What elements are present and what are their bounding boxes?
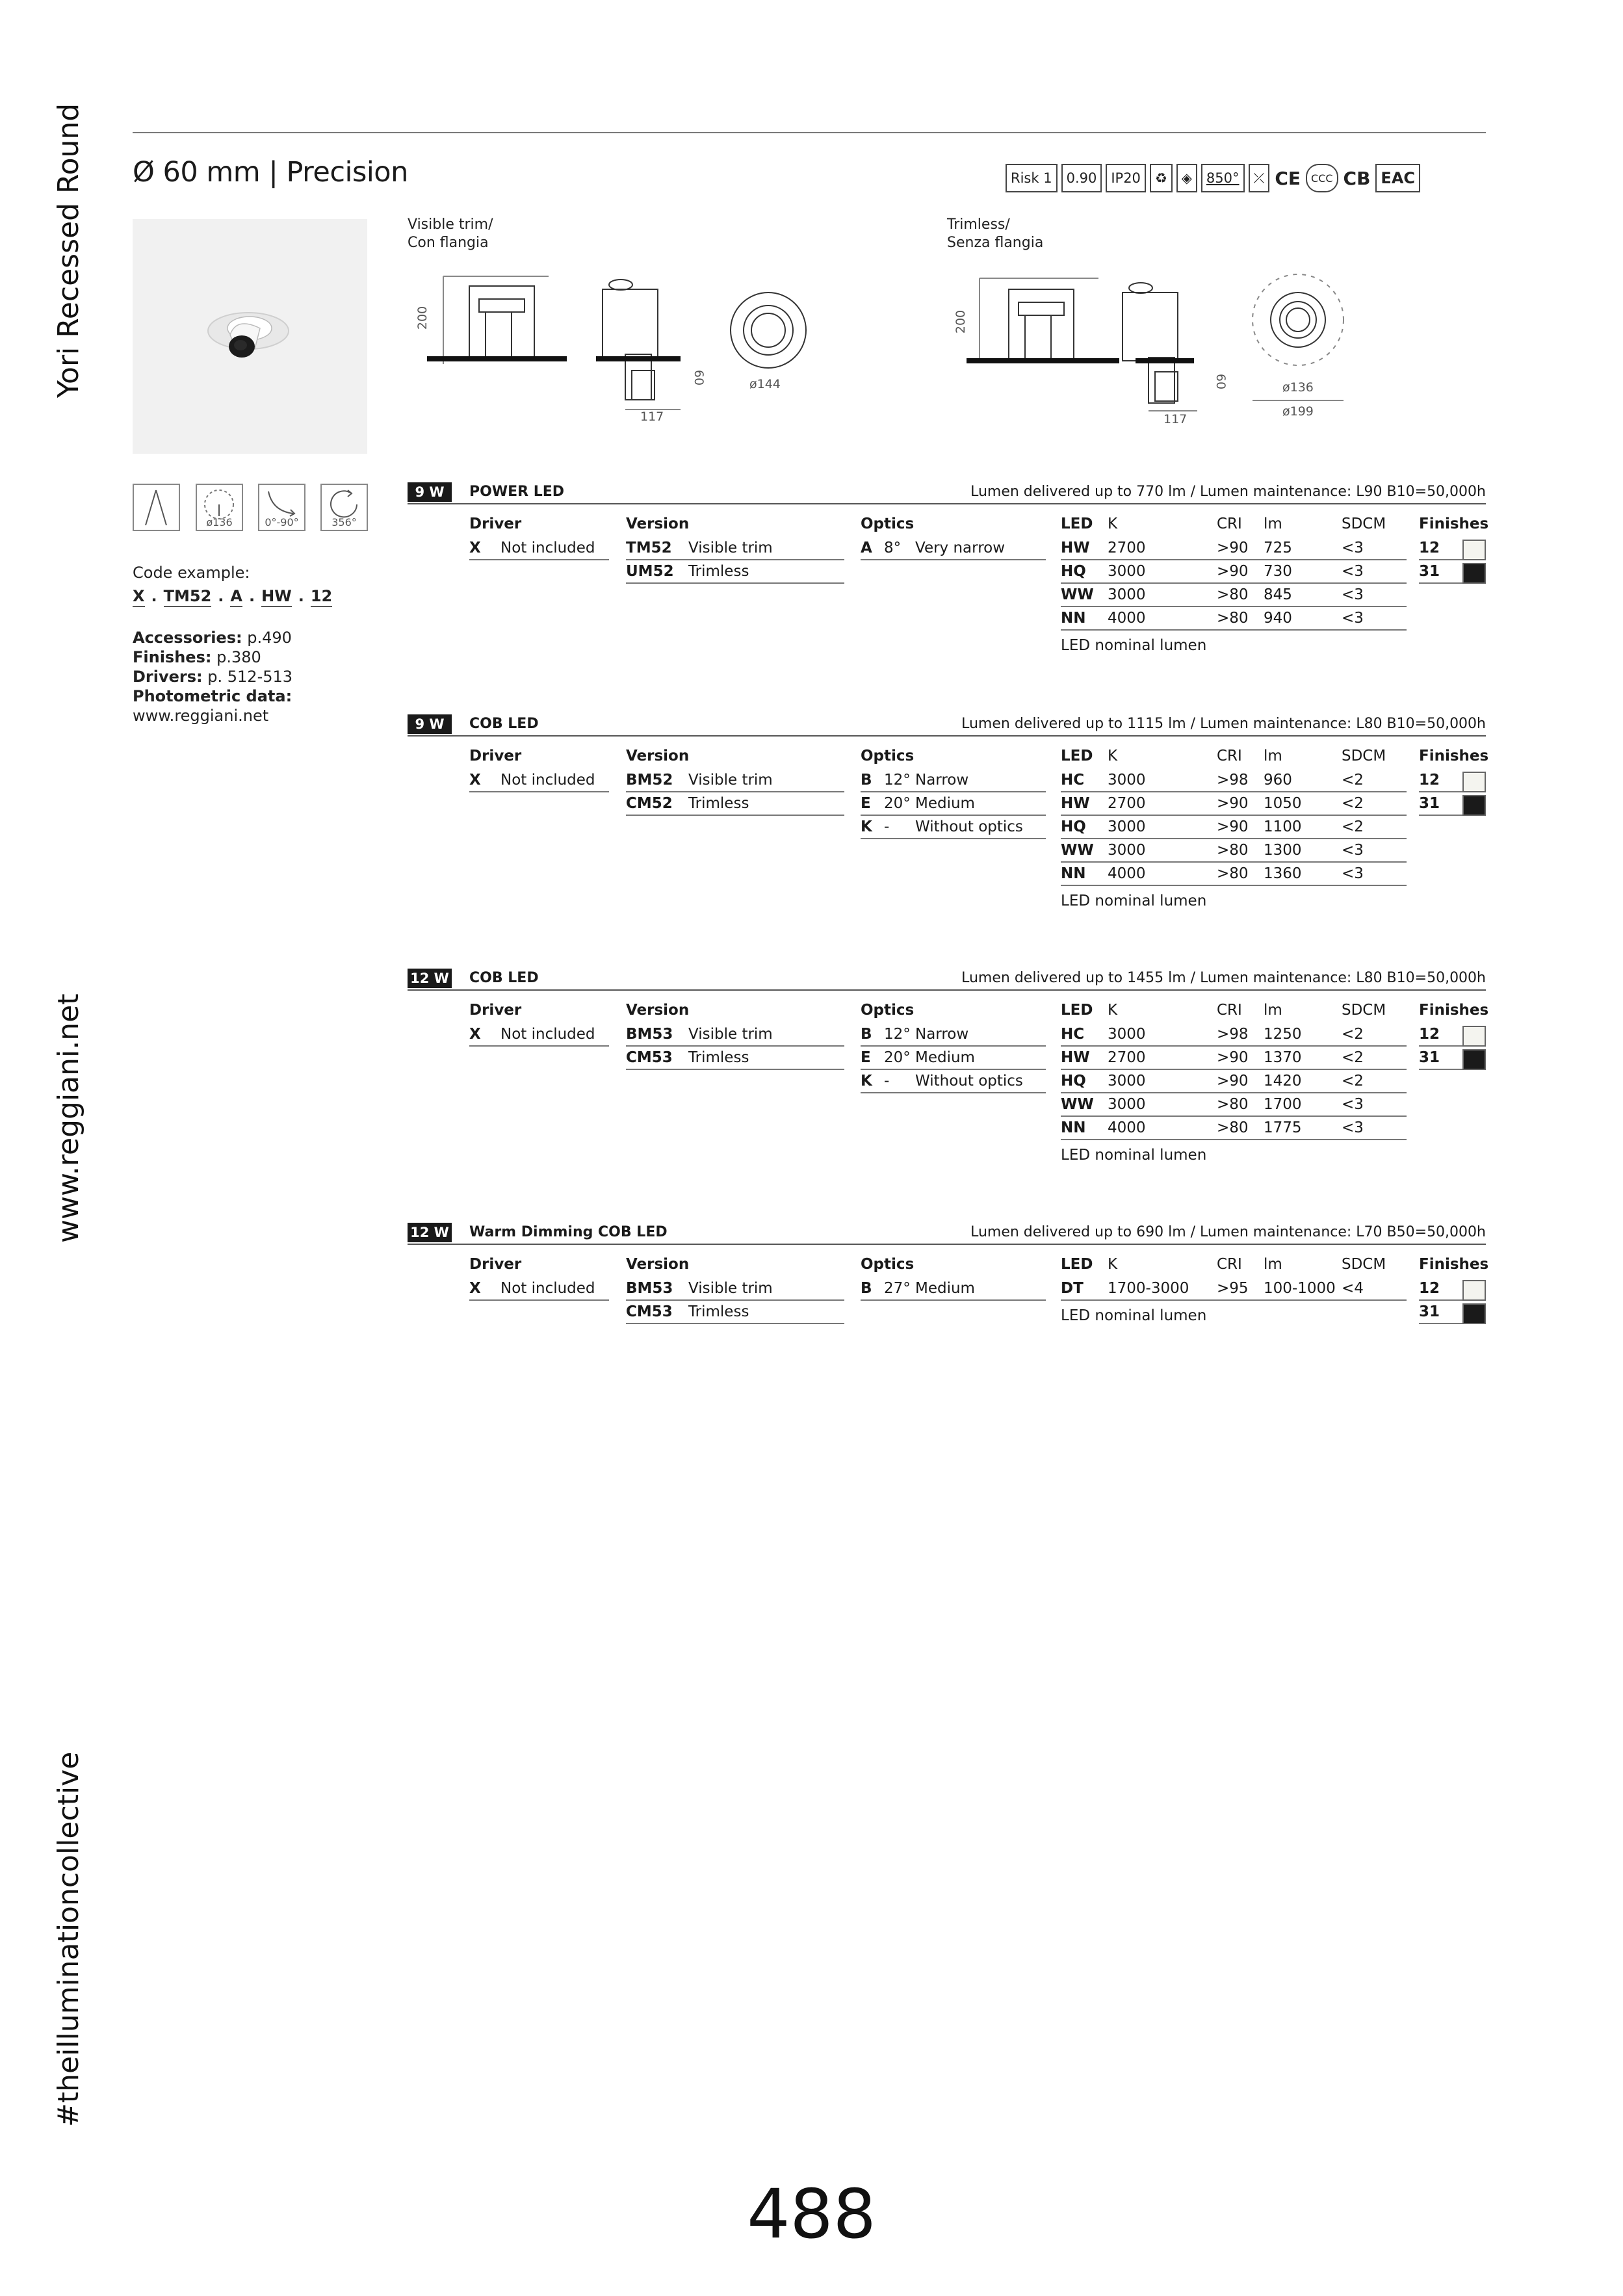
- page-number: 488: [747, 2174, 876, 2254]
- led-row: HW 2700 >90 1050 <2: [1061, 792, 1407, 816]
- finish-row: 31: [1419, 1047, 1486, 1070]
- led-row: HW 2700 >90 725 <3: [1061, 537, 1407, 560]
- driver-header: Driver: [469, 1256, 522, 1273]
- version-row: CM53 Trimless: [626, 1301, 844, 1324]
- side-product-title: Yori Recessed Round: [52, 103, 85, 398]
- led-technology: Warm Dimming COB LED: [469, 1224, 668, 1240]
- code-part-led: HW: [261, 586, 292, 607]
- section-header: [408, 714, 1486, 737]
- code-part-optics: A: [230, 586, 242, 607]
- finish-row: 12: [1419, 537, 1486, 560]
- finishes-header: Finishes: [1419, 515, 1489, 532]
- version-row: BM53 Visible trim: [626, 1277, 844, 1301]
- cb-mark: CB: [1343, 167, 1371, 189]
- led-row: WW 3000 >80 1700 <3: [1061, 1093, 1407, 1117]
- optics-column: [861, 1251, 1046, 1301]
- optics-row: B 12° Narrow: [861, 1023, 1046, 1047]
- technical-drawings: [408, 260, 1487, 436]
- optics-header: Optics: [861, 748, 915, 764]
- finish-swatch: [1462, 1049, 1486, 1070]
- driver-header: Driver: [469, 748, 522, 764]
- finishes-header: Finishes: [1419, 1002, 1489, 1019]
- led-column: [1061, 997, 1407, 1170]
- optics-row: B 27° Medium: [861, 1277, 1046, 1301]
- finish-swatch: [1462, 540, 1486, 560]
- optics-column: [861, 743, 1046, 839]
- version-row: CM52 Trimless: [626, 792, 844, 816]
- code-example-label: Code example:: [133, 564, 250, 582]
- version-row: BM53 Visible trim: [626, 1023, 844, 1047]
- driver-column: [469, 1251, 609, 1301]
- optics-row: K - Without optics: [861, 1070, 1046, 1093]
- version-column: [626, 511, 844, 584]
- led-note: LED nominal lumen: [1061, 1307, 1207, 1324]
- finishes-column: [1419, 743, 1489, 816]
- trimless-caption: Trimless/ Senza flangia: [947, 216, 1044, 251]
- version-row: BM52 Visible trim: [626, 769, 844, 792]
- finish-row: 31: [1419, 560, 1486, 584]
- driver-header: Driver: [469, 1002, 522, 1019]
- code-part-driver: X: [133, 586, 145, 607]
- page-title: Ø 60 mm | Precision: [133, 156, 408, 189]
- led-row: NN 4000 >80 1775 <3: [1061, 1117, 1407, 1140]
- section-header: [408, 482, 1486, 504]
- code-part-version: TM52: [164, 586, 212, 607]
- led-row: HC 3000 >98 960 <2: [1061, 769, 1407, 792]
- wattage-badge: 9 W: [408, 714, 452, 734]
- recycle-icon: ♻: [1150, 164, 1173, 192]
- finishes-column: [1419, 997, 1489, 1070]
- product-section: [408, 1223, 1489, 1324]
- version-header: Version: [626, 1002, 690, 1019]
- power-factor-badge: 0.90: [1061, 164, 1102, 192]
- led-row: HQ 3000 >90 1100 <2: [1061, 816, 1407, 839]
- optics-row: K - Without optics: [861, 816, 1046, 839]
- dim-height-visible: 200: [415, 306, 430, 330]
- finishes-column: [1419, 1251, 1489, 1324]
- led-row: HQ 3000 >90 730 <3: [1061, 560, 1407, 584]
- wattage-badge: 12 W: [408, 1223, 452, 1242]
- driver-column: [469, 511, 609, 560]
- finish-swatch: [1462, 795, 1486, 816]
- version-column: [626, 1251, 844, 1324]
- code-part-finish: 12: [311, 586, 332, 607]
- lumen-info: Lumen delivered up to 770 lm / Lumen maintenance: L90 B10=50,000h: [970, 484, 1486, 500]
- top-rule: [133, 132, 1486, 133]
- section-header: [408, 969, 1486, 991]
- finish-row: 12: [1419, 1023, 1486, 1047]
- finishes-header: Finishes: [1419, 1256, 1489, 1273]
- led-column: [1061, 1251, 1407, 1331]
- driver-row: X Not included: [469, 1277, 609, 1301]
- finish-row: 31: [1419, 792, 1486, 816]
- finish-row: 12: [1419, 1277, 1486, 1301]
- led-note: LED nominal lumen: [1061, 893, 1207, 909]
- dim-depth-trimless: 60: [1214, 373, 1228, 390]
- ccc-mark: CCC: [1306, 164, 1338, 192]
- optics-column: [861, 997, 1046, 1093]
- version-row: CM53 Trimless: [626, 1047, 844, 1070]
- cutout-icon: ø136: [196, 484, 243, 531]
- led-row: HQ 3000 >90 1420 <2: [1061, 1070, 1407, 1093]
- optics-header: Optics: [861, 1256, 915, 1273]
- optics-row: E 20° Medium: [861, 792, 1046, 816]
- led-row: DT 1700-3000 >95 100-1000 <4: [1061, 1277, 1407, 1301]
- no-cover-icon: ⤫: [1249, 164, 1270, 192]
- product-section: [408, 482, 1489, 654]
- optics-row: B 12° Narrow: [861, 769, 1046, 792]
- finish-swatch: [1462, 772, 1486, 792]
- led-header: LED K CRI lm SDCM: [1061, 1002, 1386, 1019]
- led-technology: POWER LED: [469, 484, 565, 500]
- product-photo: [133, 219, 367, 454]
- finish-swatch: [1462, 563, 1486, 584]
- dim-width-trimless: 117: [1163, 412, 1188, 426]
- version-header: Version: [626, 1256, 690, 1273]
- code-example: X . TM52 . A . HW . 12: [133, 586, 332, 607]
- dim-cutout-inner-trimless: ø136: [1282, 380, 1314, 395]
- finish-swatch: [1462, 1303, 1486, 1324]
- led-row: NN 4000 >80 940 <3: [1061, 607, 1407, 631]
- driver-row: X Not included: [469, 537, 609, 560]
- risk-badge: Risk 1: [1006, 164, 1058, 192]
- wattage-badge: 12 W: [408, 969, 452, 988]
- version-row: UM52 Trimless: [626, 560, 844, 584]
- version-header: Version: [626, 748, 690, 764]
- led-row: NN 4000 >80 1360 <3: [1061, 863, 1407, 886]
- optics-column: [861, 511, 1046, 560]
- dim-cutout-visible: ø144: [749, 377, 781, 391]
- finish-row: 31: [1419, 1301, 1486, 1324]
- optics-header: Optics: [861, 1002, 915, 1019]
- led-header: LED K CRI lm SDCM: [1061, 1256, 1386, 1273]
- version-column: [626, 743, 844, 816]
- led-row: HW 2700 >90 1370 <2: [1061, 1047, 1407, 1070]
- rotation-icon: 356°: [320, 484, 368, 531]
- lumen-info: Lumen delivered up to 690 lm / Lumen maintenance: L70 B50=50,000h: [970, 1224, 1486, 1240]
- dim-cutout-outer-trimless: ø199: [1282, 404, 1314, 419]
- optics-row: E 20° Medium: [861, 1047, 1046, 1070]
- section-header: [408, 1223, 1486, 1245]
- driver-column: [469, 743, 609, 792]
- driver-icon: ◈: [1176, 164, 1197, 192]
- product-section: [408, 714, 1489, 909]
- visible-trim-caption: Visible trim/ Con flangia: [408, 216, 493, 251]
- version-header: Version: [626, 515, 690, 532]
- led-header: LED K CRI lm SDCM: [1061, 515, 1386, 532]
- reference-info: Accessories: p.490 Finishes: p.380 Drivers: p. 512-513 Photometric data: www.reggiani.net: [133, 629, 293, 725]
- driver-column: [469, 997, 609, 1047]
- tilt-icon: 0°-90°: [258, 484, 305, 531]
- certification-badges: [1006, 164, 1420, 194]
- dim-height-trimless: 200: [954, 309, 968, 334]
- led-note: LED nominal lumen: [1061, 637, 1207, 654]
- driver-header: Driver: [469, 515, 522, 532]
- finish-row: 12: [1419, 769, 1486, 792]
- led-column: [1061, 511, 1407, 660]
- finish-swatch: [1462, 1026, 1486, 1047]
- led-row: HC 3000 >98 1250 <2: [1061, 1023, 1407, 1047]
- side-hashtag: #theilluminationcollective: [52, 1751, 85, 2127]
- finishes-header: Finishes: [1419, 748, 1489, 764]
- beam-icon: [133, 484, 180, 531]
- led-header: LED K CRI lm SDCM: [1061, 748, 1386, 764]
- finish-swatch: [1462, 1280, 1486, 1301]
- ip-rating-badge: IP20: [1106, 164, 1146, 192]
- led-technology: COB LED: [469, 716, 539, 732]
- driver-row: X Not included: [469, 769, 609, 792]
- eac-mark: EAC: [1375, 164, 1420, 192]
- led-column: [1061, 743, 1407, 916]
- optics-row: A 8° Very narrow: [861, 537, 1046, 560]
- optics-header: Optics: [861, 515, 915, 532]
- led-row: WW 3000 >80 1300 <3: [1061, 839, 1407, 863]
- driver-row: X Not included: [469, 1023, 609, 1047]
- side-url: www.reggiani.net: [52, 993, 85, 1243]
- finishes-column: [1419, 511, 1489, 584]
- ce-mark: CE: [1275, 167, 1301, 189]
- product-section: [408, 969, 1489, 1164]
- version-row: TM52 Visible trim: [626, 537, 844, 560]
- led-row: WW 3000 >80 845 <3: [1061, 584, 1407, 607]
- led-technology: COB LED: [469, 970, 539, 986]
- version-column: [626, 997, 844, 1070]
- lumen-info: Lumen delivered up to 1115 lm / Lumen maintenance: L80 B10=50,000h: [961, 716, 1486, 732]
- dim-width-visible: 117: [640, 410, 664, 424]
- dim-depth-visible: 60: [692, 369, 707, 386]
- lumen-info: Lumen delivered up to 1455 lm / Lumen maintenance: L80 B10=50,000h: [961, 970, 1486, 986]
- led-note: LED nominal lumen: [1061, 1147, 1207, 1164]
- wattage-badge: 9 W: [408, 482, 452, 502]
- spotlight-image: [133, 219, 367, 454]
- glow-wire-badge: 850°: [1201, 164, 1245, 192]
